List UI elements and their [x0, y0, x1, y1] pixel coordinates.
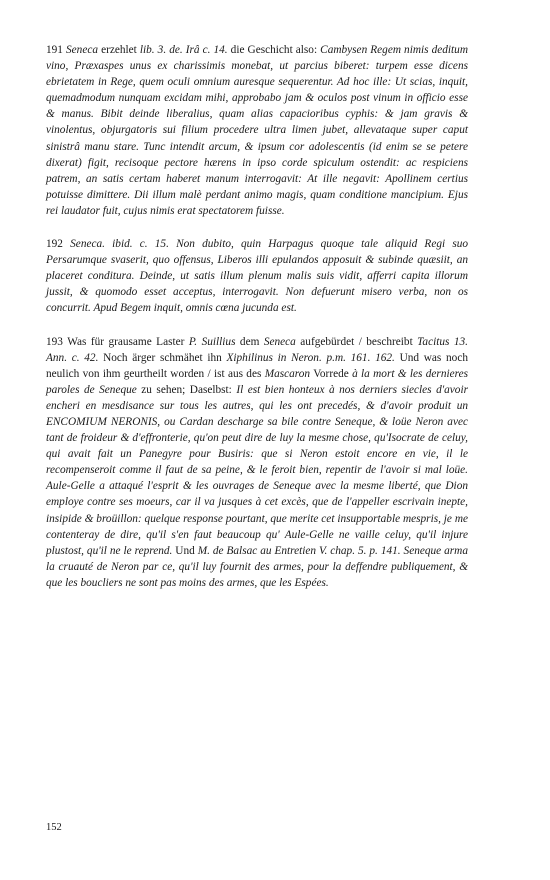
footnote-text: [46, 44, 468, 217]
roman-text: Und: [172, 544, 198, 557]
italic-text: Seneca: [263, 335, 296, 348]
roman-text: Was für grausame Laster: [62, 335, 189, 348]
footnote-number: 192: [46, 238, 63, 251]
italic-text: lib. 3. de. Irâ c. 14.: [139, 44, 228, 56]
italic-text: à la mort & les dernieres paroles de Seneque: [46, 367, 469, 396]
roman-text: aufgebürdet / beschreibt: [295, 335, 418, 348]
italic-text: Seneca. ibid. c. 15. Non dubito, quin Harpagus quoque tale aliquid Regi suo Persarumque svaserit, quo offensus, Liberos illi epulandos apposuit & subinde quæsiit, an placeret conditura. Deinde, ut satis illum plenum malis suis vidit, afferri capita illorum jussit, & quomodo esset acceptus, interrogavit. Non defuerunt misero verba, non os concurrit. Apud Begem inquit, omnis cœna jucunda est.: [46, 238, 469, 315]
italic-text: Seneca: [66, 44, 99, 56]
footnote-text: [46, 238, 468, 314]
roman-text: Und was noch neulich von ihm geurtheilt worden / ist aus des: [46, 351, 468, 380]
footnote-number: 191: [46, 44, 63, 56]
footnote-number: 193: [46, 335, 63, 348]
italic-text: P. Suillius: [188, 335, 236, 348]
footnote-193: [46, 334, 468, 592]
roman-text: die Geschicht also:: [227, 44, 321, 56]
roman-text: Vorrede: [310, 367, 353, 380]
italic-text: Tacitus 13. Ann. c. 42.: [46, 335, 468, 364]
italic-text: Xiphilinus in Neron. p.m. 161. 162.: [226, 351, 395, 364]
roman-text: dem: [235, 335, 264, 348]
footnote-191: [46, 42, 468, 219]
roman-text: zu sehen; Daselbst:: [136, 383, 237, 396]
footnote-192: [46, 236, 468, 316]
roman-text: Noch ärger schmähet ihn: [98, 351, 227, 364]
footnote-text: [46, 336, 468, 589]
italic-text: Cambysen Regem nimis deditum vino, Præxaspes unus ex charissimis monebat, ut parcius biberet: turpem esse dicens ebrietatem in Rege, quem oculi omnium auresque sequerentur. Ad hoc ille: Ut scias, inquit, quemadmodum nunquam excidam mihi, approbabo jam & oculos post vinum in officio esse & manus. Bibit deinde liberalius, quam alias capacioribus cyphis: & jam gravis & vinolentus, objurgatoris sui filium procedere ultra limen jubet, allevataque super caput sinistrâ manu stare. Tunc intendit arcum, & ipsum cor adolescentis (id enim se se petere dixerat) figit, recisoque pectore hærens in ipso corde spiculum ostendit: ac respiciens patrem, an satis certam haberet manum interrogavit: At ille negavit: Apollinem certius potuisse dimittere. Dii illum malè perdant animo magis, quam conditione mancipium. Ejus rei laudator fuit, cujus nimis erat spectatorem fuisse.: [46, 44, 468, 217]
italic-text: Mascaron: [264, 367, 311, 380]
italic-text: Il est bien honteux à nos derniers siecles d'avoir encheri en mesdisance sur tous les autres, qui les ont precedés, & d'avoir produit un ENCOMIUM NERONIS, ou Cardan descharge sa bile contre Seneque, & loüe Neron avec tant de froideur & d'effronterie, qu'on peut dire de luy la mesme chose, qu'Isocrate de celuy, qui avait fait un Panegyre pour Busiris: que si Neron estoit encore en vie, il le recompenseroit comme il faut de sa peine, & le feroit bien, repentir de l'avoir si mal loüe. Aule-Gelle a attaqué l'esprit & les ouvrages de Seneque avec la mesme liberté, que Dion employe contre ses moeurs, car il va jusques à cet excès, que de l'appeller escrivain inepte, insipide & broüillon: quelque response pourtant, que merite cet insupportable mespris, je me contenteray de dire, qu'il s'en faut beaucoup qu' Aule-Gelle ne vaille celuy, qu'il injure plustost, qu'il ne le reprend.: [46, 383, 468, 557]
italic-text: M. de Balsac au Entretien V. chap. 5. p. 141. Seneque arma la cruauté de Neron par ce, qu'il luy fournit des armes, pour la deffendre publiquement, & que les boucliers ne sont pas moins des armes, que les Espées.: [46, 544, 468, 589]
page-body: [46, 42, 468, 591]
page-number: 152: [46, 822, 62, 833]
roman-text: erzehlet: [98, 44, 140, 56]
